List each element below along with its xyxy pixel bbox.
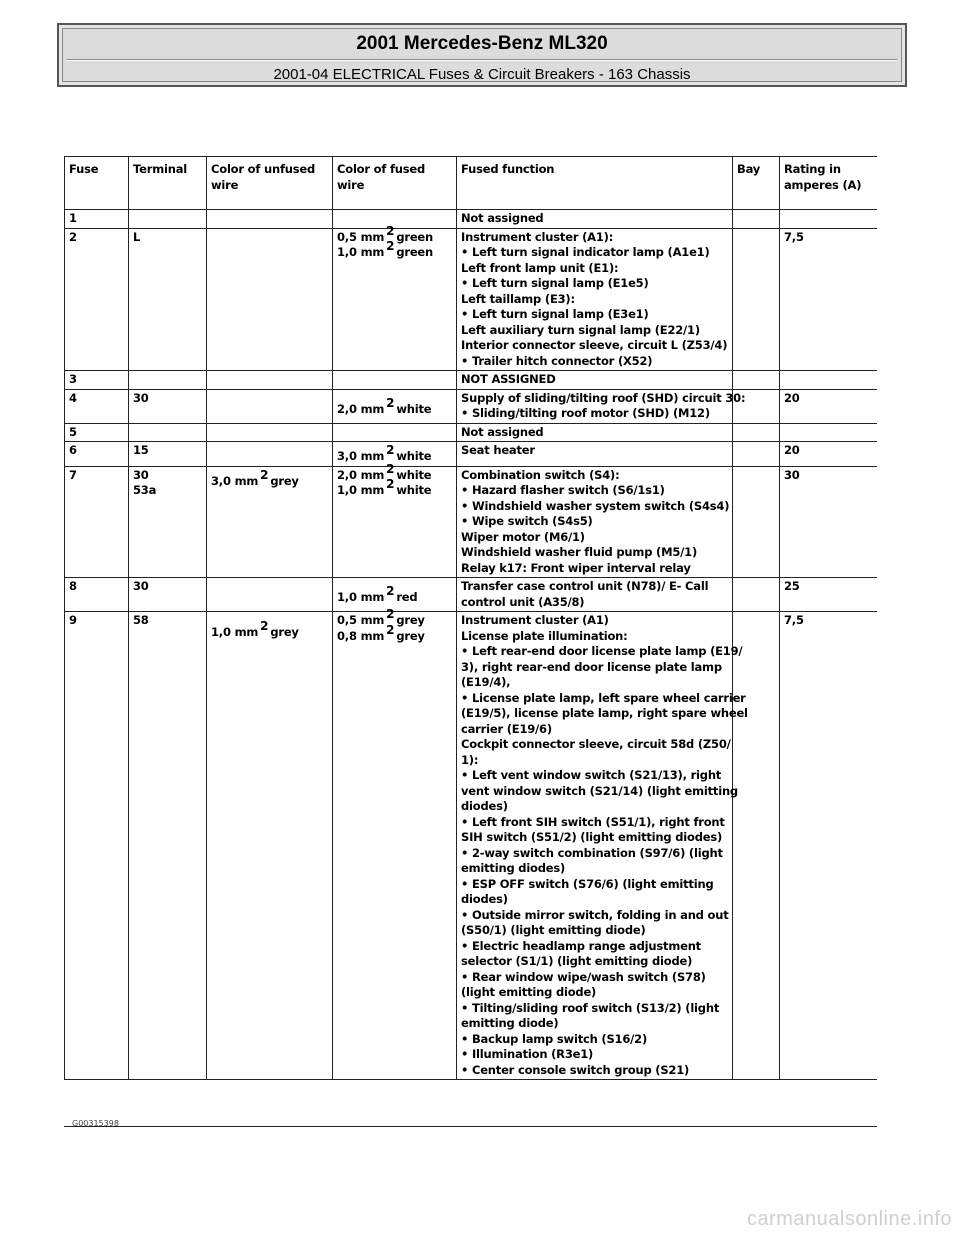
rating-cell: 7,5 xyxy=(780,228,878,371)
bay-cell xyxy=(733,423,780,442)
rating-cell: 20 xyxy=(780,442,878,467)
function-line: (E19/4), xyxy=(461,675,511,689)
bay-cell xyxy=(733,371,780,390)
terminal-value: 58 xyxy=(133,613,149,627)
function-line: (light emitting diode) xyxy=(461,985,597,999)
wire-spec xyxy=(337,622,452,645)
rating-cell xyxy=(780,210,878,229)
unfused-wire-cell xyxy=(207,612,333,1080)
function-line: • Left turn signal indicator lamp (A1e1) xyxy=(461,245,710,259)
terminal-cell xyxy=(129,578,207,612)
fuse-table xyxy=(64,156,877,1080)
col-header-rating: Rating in amperes (A) xyxy=(780,157,878,210)
table-row xyxy=(65,228,878,371)
function-line: • Wipe switch (S4s5) xyxy=(461,514,593,528)
unfused-wire-cell xyxy=(207,578,333,612)
wire-color: grey xyxy=(270,625,299,639)
wire-size: 0,8 mm xyxy=(337,628,385,643)
terminal-value: 30 xyxy=(133,467,149,482)
wire-color: white xyxy=(396,449,432,463)
function-line: 1): xyxy=(461,752,479,767)
wire-size: 2,0 mm xyxy=(337,401,385,416)
unfused-wire-cell xyxy=(207,210,333,229)
terminal-cell xyxy=(129,210,207,229)
unfused-wire-cell xyxy=(207,389,333,423)
function-line: 3), right rear-end door license plate lamp xyxy=(461,659,722,674)
fuse-number: 9 xyxy=(65,612,129,1080)
page-subtitle: 2001-04 ELECTRICAL Fuses & Circuit Breakers - 163 Chassis xyxy=(273,66,691,83)
function-line: • Tilting/sliding roof switch (S13/2) (light xyxy=(461,1000,720,1015)
fused-wire-cell xyxy=(333,223,457,371)
fused-function-cell xyxy=(457,442,733,467)
function-line: Instrument cluster (A1) xyxy=(461,613,609,627)
table-row xyxy=(65,210,878,229)
terminal-cell xyxy=(129,371,207,390)
function-line: diodes) xyxy=(461,892,508,906)
unfused-wire-cell xyxy=(207,423,333,442)
function-line: • Left vent window switch (S21/13), right xyxy=(461,768,722,782)
terminal-cell xyxy=(129,466,207,578)
fused-function-cell xyxy=(457,371,733,390)
table-header-row xyxy=(65,157,878,210)
watermark: carmanualsonline.info xyxy=(746,1208,952,1230)
col-header-unfused-wire: Color of unfused wire xyxy=(207,157,333,210)
wire-size: 0,5 mm xyxy=(337,229,385,244)
wire-size-exponent: 2 xyxy=(386,607,395,621)
table-bottom-border xyxy=(64,1126,877,1127)
terminal-value: L xyxy=(133,229,141,244)
wire-spec xyxy=(337,584,452,606)
function-line: Not assigned xyxy=(461,211,544,225)
wire-size: 0,5 mm xyxy=(337,613,385,627)
terminal-value: 30 xyxy=(133,390,149,405)
wire-size-exponent: 2 xyxy=(386,239,395,253)
table-row xyxy=(65,612,878,1080)
function-line: • Outside mirror switch, folding in and out xyxy=(461,907,729,922)
function-line: Combination switch (S4): xyxy=(461,467,620,482)
bay-cell xyxy=(733,228,780,371)
wire-size-exponent: 2 xyxy=(386,477,395,491)
function-line: Wiper motor (M6/1) xyxy=(461,529,585,544)
rating-cell xyxy=(780,423,878,442)
figure-reference: G00315398 xyxy=(72,1119,119,1128)
function-line: Instrument cluster (A1): xyxy=(461,229,614,244)
terminal-value: 30 xyxy=(133,579,149,593)
fused-function-cell xyxy=(457,423,733,442)
wire-spec xyxy=(211,467,328,490)
wire-color: white xyxy=(396,467,432,482)
wire-size-exponent: 2 xyxy=(260,467,269,482)
function-line: Left taillamp (E3): xyxy=(461,291,575,306)
function-line: control unit (A35/8) xyxy=(461,594,585,609)
fuse-number: 5 xyxy=(65,423,129,442)
terminal-cell xyxy=(129,442,207,467)
wire-color: grey xyxy=(396,613,425,627)
wire-color: white xyxy=(396,483,432,497)
bay-cell xyxy=(733,442,780,467)
wire-size-exponent: 2 xyxy=(386,622,395,637)
function-line: • Backup lamp switch (S16/2) xyxy=(461,1031,648,1046)
rating-cell: 30 xyxy=(780,466,878,578)
fuse-number: 6 xyxy=(65,442,129,467)
rating-cell xyxy=(780,371,878,390)
function-line: License plate illumination: xyxy=(461,628,628,643)
wire-color: white xyxy=(396,401,432,416)
function-line: • Rear window wipe/wash switch (S78) xyxy=(461,969,706,984)
function-line: • ESP OFF switch (S76/6) (light emitting xyxy=(461,876,714,891)
fused-function-cell xyxy=(457,466,733,578)
function-line: SIH switch (S51/2) (light emitting diodes) xyxy=(461,830,723,844)
wire-color: green xyxy=(396,229,434,244)
terminal-cell xyxy=(129,228,207,371)
function-line: • Left turn signal lamp (E1e5) xyxy=(461,276,649,290)
wire-size: 1,0 mm xyxy=(337,590,385,604)
rating-cell: 25 xyxy=(780,578,878,612)
wire-size-exponent: 2 xyxy=(386,443,395,457)
table-row xyxy=(65,442,878,467)
wire-size: 1,0 mm xyxy=(211,625,259,639)
function-line: (E19/5), license plate lamp, right spare wheel xyxy=(461,706,748,720)
rating-cell: 7,5 xyxy=(780,612,878,1080)
wire-size-exponent: 2 xyxy=(386,461,395,476)
fused-function-cell xyxy=(457,578,733,612)
terminal-cell xyxy=(129,389,207,423)
wire-size: 1,0 mm xyxy=(337,483,385,497)
function-line: Left front lamp unit (E1): xyxy=(461,260,619,275)
table-row xyxy=(65,466,878,578)
fused-function-cell xyxy=(457,210,733,229)
fused-wire-cell xyxy=(333,607,457,1080)
terminal-value: 15 xyxy=(133,443,149,457)
function-line: (S50/1) (light emitting diode) xyxy=(461,923,646,937)
function-line: • Center console switch group (S21) xyxy=(461,1062,690,1077)
bay-cell xyxy=(733,578,780,612)
col-header-fused-wire: Color of fused wire xyxy=(333,157,457,210)
table-row xyxy=(65,423,878,442)
table-row xyxy=(65,389,878,423)
function-line: diodes) xyxy=(461,799,508,813)
wire-spec xyxy=(337,239,452,261)
function-line: Transfer case control unit (N78)/ E- Call xyxy=(461,579,709,593)
wire-spec xyxy=(211,619,328,641)
fuse-number: 2 xyxy=(65,228,129,371)
function-line: Seat heater xyxy=(461,443,535,457)
fuse-number: 3 xyxy=(65,371,129,390)
function-line: carrier (E19/6) xyxy=(461,721,552,736)
fuse-number: 7 xyxy=(65,466,129,578)
col-header-fuse: Fuse xyxy=(65,157,129,210)
bay-cell xyxy=(733,210,780,229)
function-line: Relay k17: Front wiper interval relay xyxy=(461,560,691,575)
wire-size: 3,0 mm xyxy=(337,449,385,463)
function-line: Interior connector sleeve, circuit L (Z53/4) xyxy=(461,338,728,352)
wire-color: grey xyxy=(270,473,299,488)
function-line: • Illumination (R3e1) xyxy=(461,1047,594,1061)
wire-size-exponent: 2 xyxy=(260,619,269,633)
function-line: • License plate lamp, left spare wheel carrier xyxy=(461,690,746,705)
wire-spec xyxy=(337,395,452,418)
fuse-number: 8 xyxy=(65,578,129,612)
bay-cell xyxy=(733,466,780,578)
fused-wire-cell xyxy=(333,423,457,442)
wire-color: red xyxy=(396,590,418,604)
page-header xyxy=(57,23,907,87)
function-line: • Windshield washer system switch (S4s4) xyxy=(461,498,730,513)
wire-spec xyxy=(337,477,452,499)
col-header-terminal: Terminal xyxy=(129,157,207,210)
function-line: vent window switch (S21/14) (light emitting xyxy=(461,783,738,798)
unfused-wire-cell xyxy=(207,442,333,467)
fuse-number: 4 xyxy=(65,389,129,423)
fuse-number: 1 xyxy=(65,210,129,229)
wire-size: 2,0 mm xyxy=(337,467,385,482)
fused-wire-cell xyxy=(333,461,457,578)
header-divider xyxy=(67,59,897,61)
rating-cell: 20 xyxy=(780,389,878,423)
function-line: Left auxiliary turn signal lamp (E22/1) xyxy=(461,322,700,337)
fused-function-cell xyxy=(457,612,748,1080)
terminal-cell xyxy=(129,612,207,1080)
terminal-value: 53a xyxy=(133,483,157,497)
function-line: emitting diode) xyxy=(461,1016,559,1030)
fused-wire-cell xyxy=(333,371,457,390)
wire-size-exponent: 2 xyxy=(386,223,395,238)
wire-size: 3,0 mm xyxy=(211,473,259,488)
fuse-table-sheet xyxy=(64,156,877,1126)
function-line: Cockpit connector sleeve, circuit 58d (Z50/ xyxy=(461,737,731,751)
wire-size: 1,0 mm xyxy=(337,245,385,259)
table-row xyxy=(65,371,878,390)
function-line: • Hazard flasher switch (S6/1s1) xyxy=(461,483,665,497)
function-line: • Sliding/tilting roof motor (SHD) (M12) xyxy=(461,406,710,420)
function-line: • Trailer hitch connector (X52) xyxy=(461,353,653,368)
unfused-wire-cell xyxy=(207,371,333,390)
table-row xyxy=(65,578,878,612)
function-line: selector (S1/1) (light emitting diode) xyxy=(461,954,693,968)
fused-function-cell xyxy=(457,228,733,371)
col-header-fused-function: Fused function xyxy=(457,157,733,210)
wire-color: grey xyxy=(396,628,425,643)
terminal-cell xyxy=(129,423,207,442)
function-line: NOT ASSIGNED xyxy=(461,372,556,386)
wire-size-exponent: 2 xyxy=(386,584,395,598)
unfused-wire-cell xyxy=(207,228,333,371)
wire-color: green xyxy=(396,245,434,259)
function-line: • Left rear-end door license plate lamp (E19/ xyxy=(461,644,743,658)
function-line: Not assigned xyxy=(461,424,544,439)
function-line: • Electric headlamp range adjustment xyxy=(461,938,701,953)
header-panel xyxy=(62,28,902,82)
function-line: Windshield washer fluid pump (M5/1) xyxy=(461,545,697,559)
function-line: • Left turn signal lamp (E3e1) xyxy=(461,307,649,321)
col-header-bay: Bay xyxy=(733,157,780,210)
function-line: emitting diodes) xyxy=(461,861,566,875)
bay-cell xyxy=(733,612,780,1080)
unfused-wire-cell xyxy=(207,466,333,578)
wire-size-exponent: 2 xyxy=(386,395,395,410)
page-title: 2001 Mercedes-Benz ML320 xyxy=(356,33,608,54)
function-line: Supply of sliding/tilting roof (SHD) circuit 30: xyxy=(461,390,746,405)
fused-wire-cell xyxy=(333,389,457,423)
function-line: • 2-way switch combination (S97/6) (light xyxy=(461,845,723,860)
function-line: • Left front SIH switch (S51/1), right front xyxy=(461,814,725,829)
fused-function-cell xyxy=(457,389,746,423)
fuse-table-body xyxy=(65,210,878,1080)
